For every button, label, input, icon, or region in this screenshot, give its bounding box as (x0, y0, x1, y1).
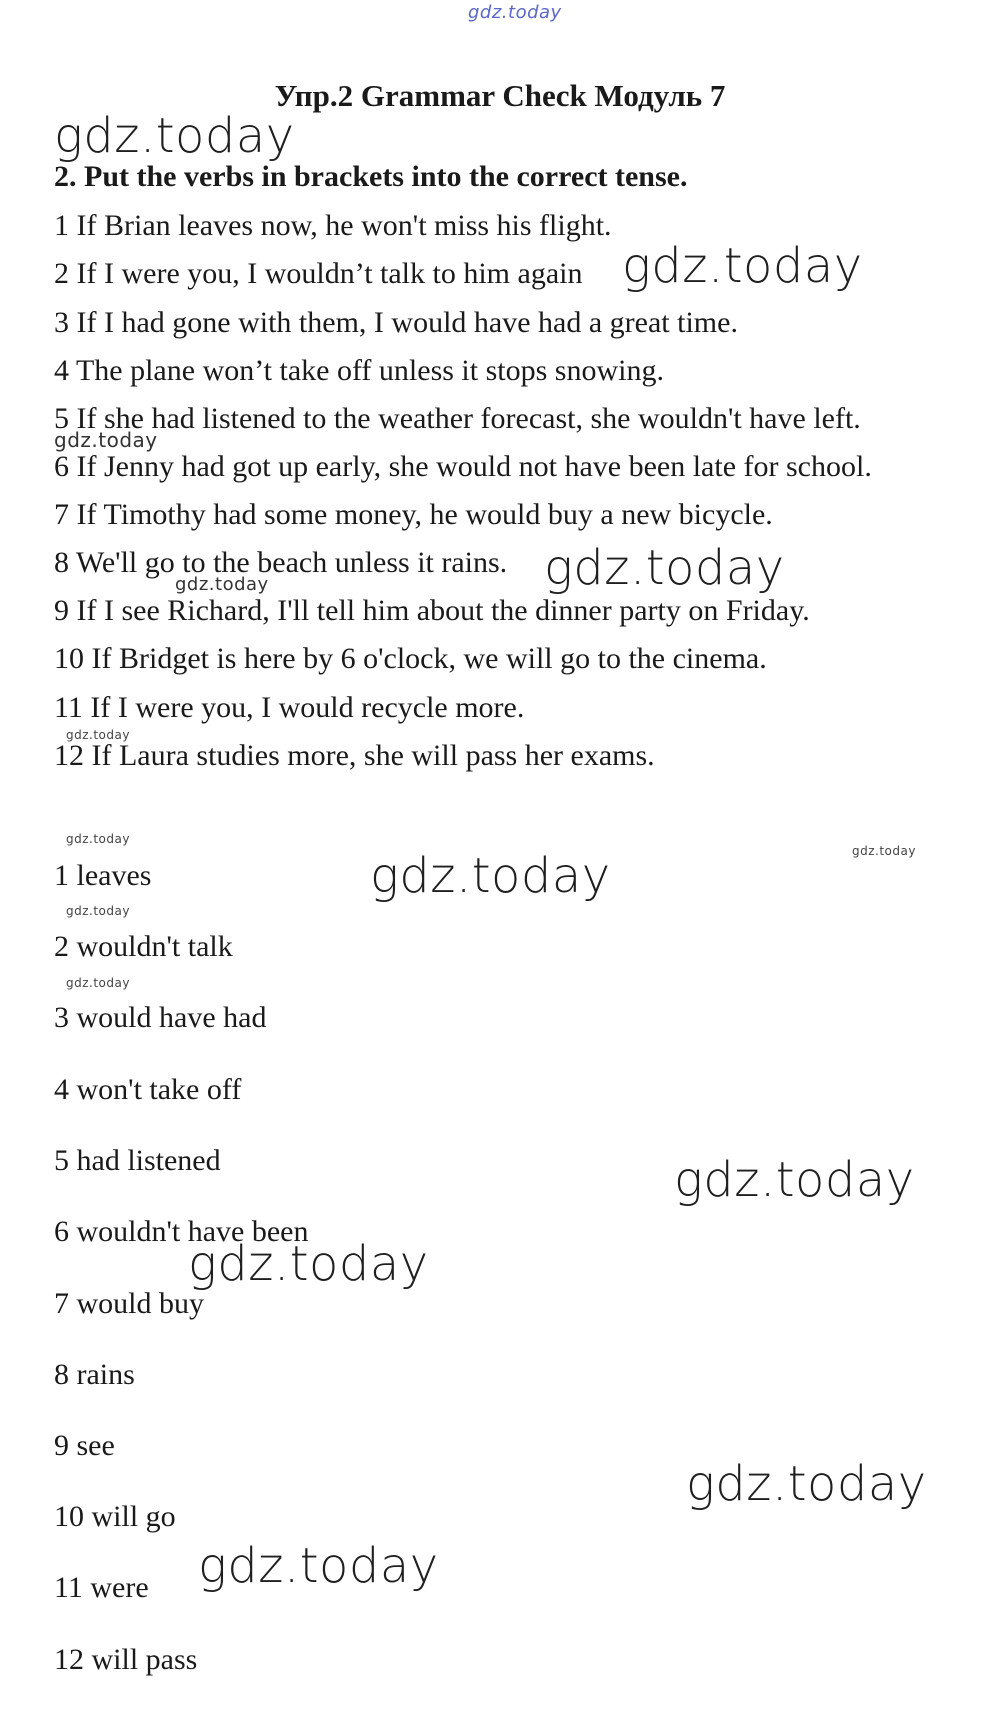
watermark: gdz.today (66, 976, 130, 990)
sentence-3: 3 If I had gone with them, I would have had a great time. (54, 306, 738, 339)
watermark: gdz.today (622, 238, 863, 294)
answer-6: 6 wouldn't have been (54, 1215, 309, 1248)
answer-8: 8 rains (54, 1358, 135, 1391)
watermark: gdz.today (370, 848, 611, 904)
answer-5: 5 had listened (54, 1144, 221, 1177)
watermark: gdz.today (54, 108, 295, 164)
sentence-10: 10 If Bridget is here by 6 o'clock, we will go to the cinema. (54, 642, 767, 675)
watermark: gdz.today (674, 1152, 915, 1208)
sentence-2: 2 If I were you, I wouldn’t talk to him again (54, 257, 583, 290)
watermark: gdz.today (188, 1236, 429, 1292)
answer-4: 4 won't take off (54, 1073, 242, 1106)
sentence-7: 7 If Timothy had some money, he would buy a new bicycle. (54, 498, 773, 531)
answer-12: 12 will pass (54, 1643, 198, 1676)
sentence-9: 9 If I see Richard, I'll tell him about the dinner party on Friday. (54, 594, 810, 627)
sentence-11: 11 If I were you, I would recycle more. (54, 691, 525, 724)
sentence-12: 12 If Laura studies more, she will pass her exams. (54, 739, 655, 772)
answer-2: 2 wouldn't talk (54, 930, 233, 963)
sentence-8: 8 We'll go to the beach unless it rains. (54, 546, 508, 579)
answer-10: 10 will go (54, 1500, 176, 1533)
watermark: gdz.today (198, 1538, 439, 1594)
watermark: gdz.today (66, 728, 130, 742)
watermark: gdz.today (175, 574, 269, 595)
sentence-1: 1 If Brian leaves now, he won't miss his flight. (54, 209, 612, 242)
answer-7: 7 would buy (54, 1287, 204, 1320)
sentence-6: 6 If Jenny had got up early, she would not have been late for school. (54, 450, 872, 483)
watermark: gdz.today (54, 428, 158, 452)
answer-1: 1 leaves (54, 859, 152, 892)
watermark: gdz.today (66, 832, 130, 846)
answer-3: 3 would have had (54, 1001, 267, 1034)
watermark: gdz.today (852, 844, 916, 858)
answer-11: 11 were (54, 1571, 149, 1604)
task-instruction: 2. Put the verbs in brackets into the correct tense. (54, 160, 688, 193)
watermark: gdz.today (66, 904, 130, 918)
page-title: Упр.2 Grammar Check Модуль 7 (274, 78, 726, 113)
watermark: gdz.today (686, 1456, 927, 1512)
sentence-4: 4 The plane won’t take off unless it stops snowing. (54, 354, 664, 387)
header-watermark: gdz.today (468, 2, 562, 23)
sentence-5: 5 If she had listened to the weather forecast, she wouldn't have left. (54, 402, 861, 435)
answer-9: 9 see (54, 1429, 115, 1462)
watermark: gdz.today (544, 540, 785, 596)
